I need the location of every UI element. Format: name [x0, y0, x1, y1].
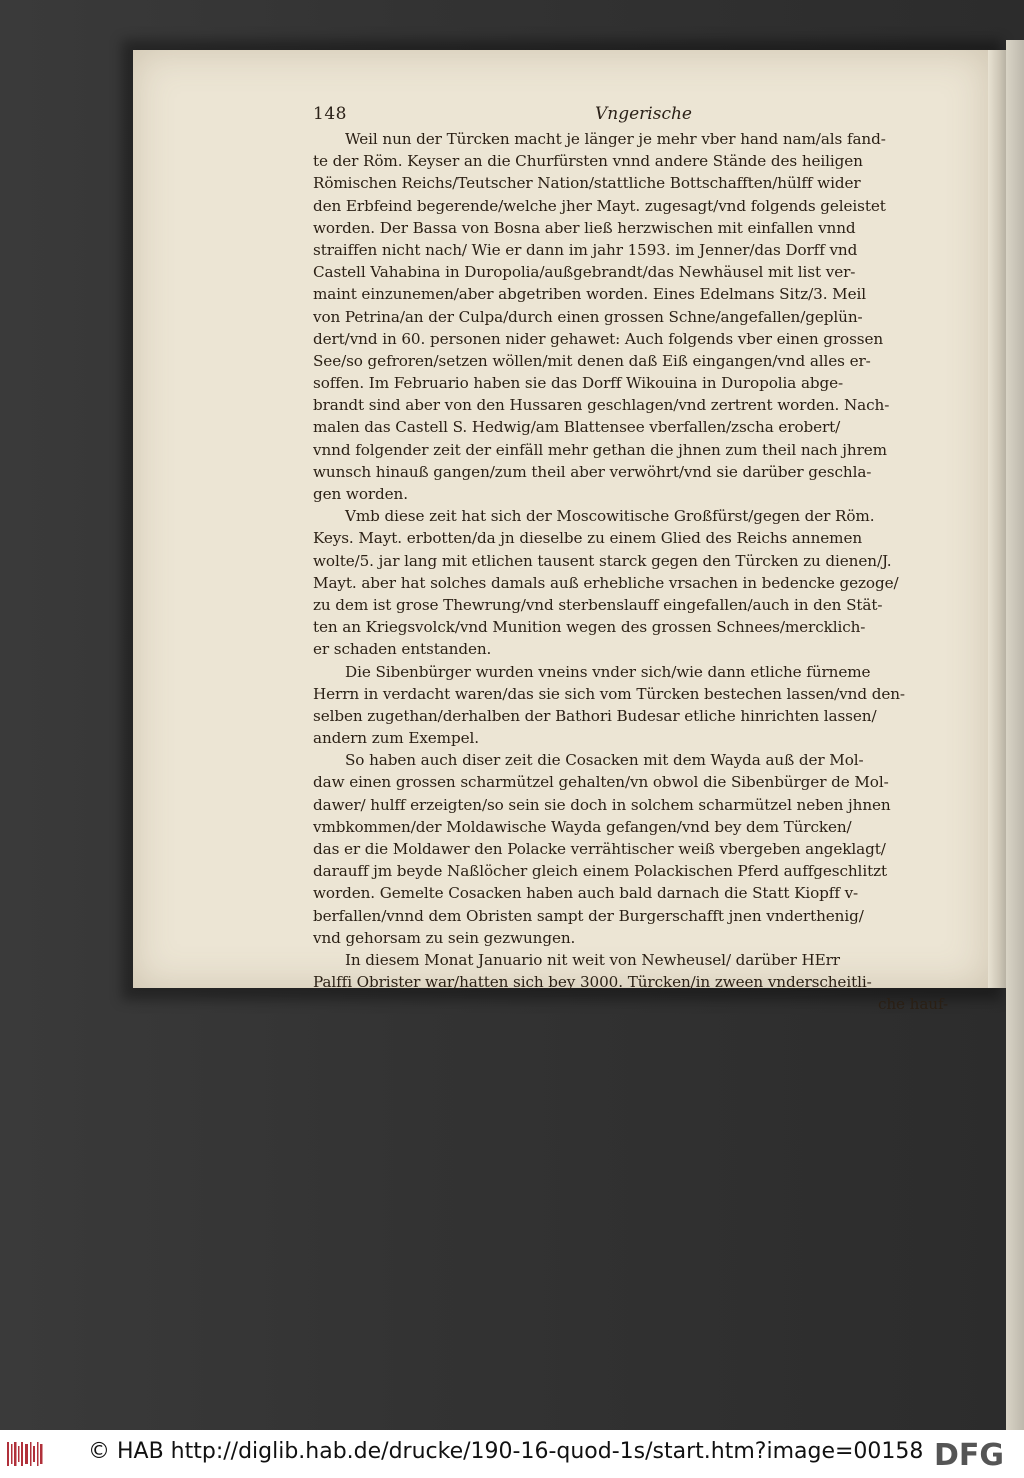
text-line: dert/vnd in 60. personen nider gehawet: Auch folgends vber einen grossen: [313, 329, 884, 348]
text-line: che hauf-: [877, 995, 948, 1014]
text-line: malen das Castell S. Hedwig/am Blattensee vberfallen/zscha erobert/: [313, 418, 841, 437]
text-line: Castell Vahabina in Duropolia/außgebrandt/das Newhäusel mit list ver-: [313, 263, 856, 282]
text-line: Herrn in verdacht waren/das sie sich vom Türcken bestechen lassen/vnd den-: [313, 684, 905, 703]
text-line: vmbkommen/der Moldawische Wayda gefangen/vnd bey dem Türcken/: [313, 817, 852, 836]
text-line: ten an Kriegsvolck/vnd Munition wegen des grossen Schnees/mercklich-: [313, 618, 866, 637]
text-line: straiffen nicht nach/ Wie er dann im jahr 1593. im Jenner/das Dorff vnd: [313, 240, 858, 259]
text-line: vnnd folgender zeit der einfäll mehr gethan die jhnen zum theil nach jhrem: [313, 440, 887, 459]
text-line: Vmb diese zeit hat sich der Moscowitische Großfürst/gegen der Röm.: [345, 507, 875, 526]
text-line: berfallen/vnnd dem Obristen sampt der Burgerschafft jnen vnderthenig/: [313, 906, 864, 925]
page-text: [313, 128, 958, 1016]
text-line: Mayt. aber hat solches damals auß erhebliche vrsachen in bedencke gezoge/: [313, 573, 899, 592]
page-header: [313, 104, 953, 130]
footer-bar: [0, 1430, 1024, 1478]
text-line: dawer/ hulff erzeigten/so sein sie doch in solchem scharmützel neben jhnen: [313, 795, 891, 814]
dfg-logo-icon: [934, 1438, 1018, 1470]
text-line: Römischen Reichs/Teutscher Nation/stattliche Bottschafften/hülff wider: [313, 174, 861, 193]
text-line: Keys. Mayt. erbotten/da jn dieselbe zu einem Glied des Reichs annemen: [313, 529, 863, 548]
text-line: andern zum Exempel.: [313, 729, 479, 748]
text-line: selben zugethan/derhalben der Bathori Budesar etliche hinrichten lassen/: [313, 706, 877, 725]
text-line: das er die Moldawer den Polacke verrähtischer weiß vbergeben angeklagt/: [313, 840, 886, 858]
text-line: den Erbfeind begerende/welche jher Mayt. zugesagt/vnd folgends geleistet: [313, 196, 886, 215]
text-line: So haben auch diser zeit die Cosacken mit dem Wayda auß der Mol-: [345, 751, 864, 770]
text-line: wunsch hinauß gangen/zum theil aber verwöhrt/vnd sie darüber geschla-: [313, 462, 872, 481]
text-line: In diesem Monat Januario nit weit von Newheusel/ darüber HErr: [345, 950, 840, 969]
text-line: maint einzunemen/aber abgetriben worden. Eines Edelmans Sitz/3. Meil: [313, 285, 867, 304]
text-line: darauff jm beyde Naßlöcher gleich einem Polackischen Pferd auffgeschlitzt: [313, 862, 887, 881]
text-line: te der Röm. Keyser an die Churfürsten vnnd andere Stände des heiligen: [313, 152, 863, 171]
text-line: wolte/5. jar lang mit etlichen tausent starck gegen den Türcken zu dienen/J.: [313, 551, 892, 570]
adjacent-page-strip: [1006, 40, 1024, 1430]
text-line: Weil nun der Türcken macht je länger je mehr vber hand nam/als fand-: [345, 130, 886, 148]
text-line: gen worden.: [313, 485, 408, 503]
text-line: worden. Der Bassa von Bosna aber ließ herzwischen mit einfallen vnnd: [313, 218, 856, 237]
page-number: 148: [313, 104, 347, 124]
page-edge: [988, 50, 1006, 988]
text-line: soffen. Im Februario haben sie das Dorff Wikouina in Duropolia abge-: [313, 374, 844, 393]
text-line: Palffi Obrister war/hatten sich bey 3000. Türcken/in zween vnderscheitli-: [313, 973, 872, 992]
dfg-logo-text: DFG: [934, 1438, 1005, 1470]
text-line: vnd gehorsam zu sein gezwungen.: [313, 928, 576, 947]
text-line: Die Sibenbürger wurden vneins vnder sich/wie dann etliche fürneme: [345, 662, 871, 681]
running-head: Vngerische: [595, 104, 692, 124]
text-line: brandt sind aber von den Hussaren geschlagen/vnd zertrent worden. Nach-: [313, 396, 890, 415]
text-line: er schaden entstanden.: [313, 640, 492, 659]
text-line: daw einen grossen scharmützel gehalten/vn obwol die Sibenbürger de Mol-: [313, 773, 889, 792]
copyright-link-text[interactable]: © HAB http://diglib.hab.de/drucke/190-16-quod-1s/start.htm?image=00158: [88, 1439, 924, 1464]
text-line: zu dem ist grose Thewrung/vnd sterbenslauff eingefallen/auch in den Stät-: [313, 595, 883, 614]
text-line: von Petrina/an der Culpa/durch einen grossen Schne/angefallen/geplün-: [313, 307, 863, 326]
hab-barcode-logo-icon: [6, 1440, 46, 1468]
text-line: worden. Gemelte Cosacken haben auch bald darnach die Statt Kiopff v-: [313, 884, 859, 903]
text-line: See/so gefroren/setzen wöllen/mit denen daß Eiß eingangen/vnd alles er-: [313, 351, 871, 370]
